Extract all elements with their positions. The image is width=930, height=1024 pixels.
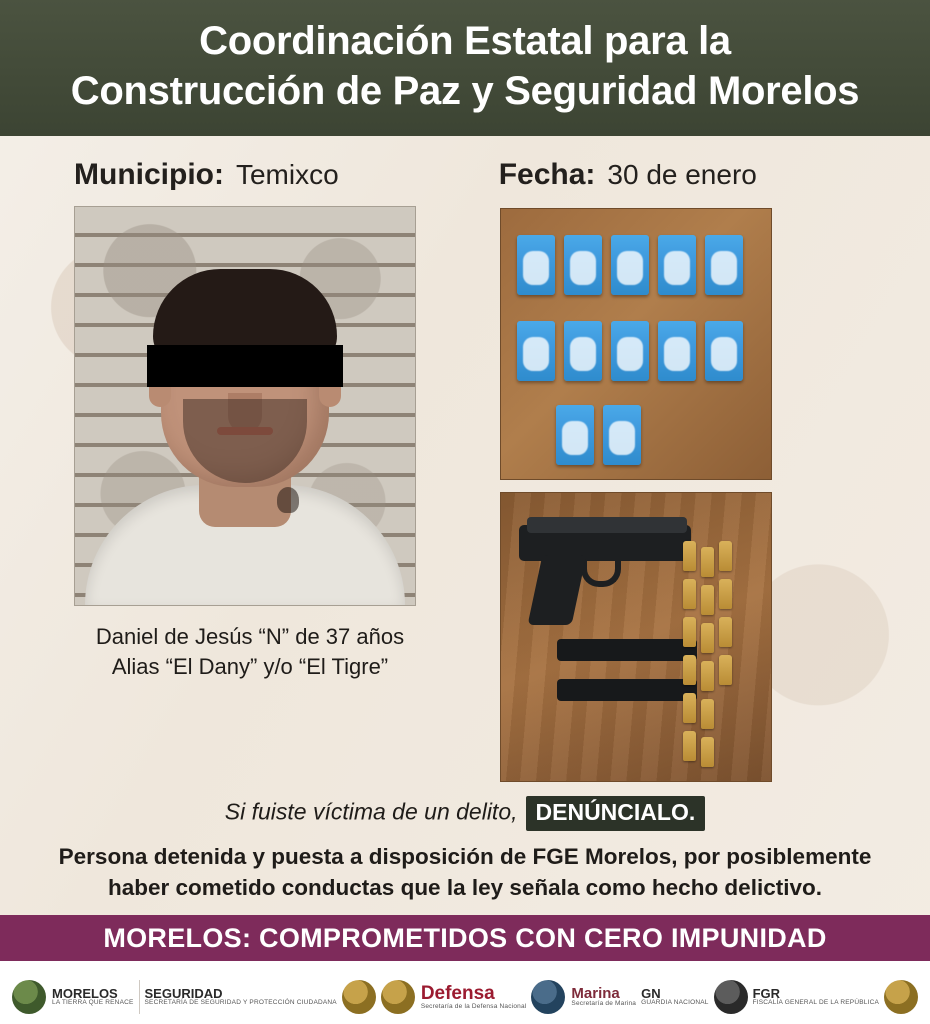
beard	[183, 399, 307, 483]
cartridge	[701, 585, 714, 615]
header-title-line1: Coordinación Estatal para la	[199, 19, 731, 63]
meta-row	[0, 136, 930, 192]
content-area	[0, 192, 930, 782]
legal-line1: Persona detenida y puesta a disposición de FGE Morelos, por posiblemente	[58, 844, 872, 869]
poster-header	[0, 0, 930, 136]
logo-title: GN	[641, 985, 661, 1001]
eye-censor-bar	[147, 345, 343, 387]
head	[161, 275, 329, 487]
logo-emblem-3	[884, 980, 918, 1014]
logo-title: MORELOS	[52, 985, 118, 1001]
cartridge	[701, 661, 714, 691]
cartridge	[683, 541, 696, 571]
drug-bag	[556, 405, 594, 465]
logo-subtitle: SECRETARÍA DE SEGURIDAD Y PROTECCIÓN CIUDADANA	[144, 999, 337, 1007]
subject-figure	[95, 275, 395, 605]
logo-title: FGR	[752, 985, 781, 1001]
legal-disclaimer	[0, 841, 930, 903]
neck-tattoo	[277, 487, 299, 513]
cartridge	[683, 617, 696, 647]
drug-bag	[611, 321, 649, 381]
government-seal-icon	[714, 980, 748, 1014]
drug-bag-row-3	[556, 405, 641, 465]
mugshot-photo	[74, 206, 416, 606]
eagle-seal-icon	[342, 980, 376, 1014]
logo-title: Marina	[571, 984, 620, 1002]
logo-emblem-1	[342, 980, 376, 1014]
drug-bag	[658, 321, 696, 381]
logo-fgr	[753, 987, 879, 1007]
logo-subtitle: Secretaría de la Defensa Nacional	[420, 1002, 527, 1010]
fecha-value: 30 de enero	[607, 159, 757, 190]
cartridge	[701, 623, 714, 653]
drug-bag-row-2	[517, 321, 743, 381]
morelos-seal-icon	[12, 980, 46, 1014]
cartridge	[701, 547, 714, 577]
drug-bag	[658, 235, 696, 295]
municipio-value: Temixco	[235, 159, 339, 190]
cartridge	[719, 617, 732, 647]
drug-bag-row-1	[517, 235, 743, 295]
drug-bag	[564, 321, 602, 381]
magazine-1	[557, 639, 697, 661]
logo-marina	[531, 980, 636, 1014]
logo-title: SEGURIDAD	[144, 985, 223, 1001]
logo-divider	[139, 980, 140, 1014]
logo-guardia-nacional	[641, 987, 709, 1007]
fiscalia-seal-icon	[884, 980, 918, 1014]
legal-line2: haber cometido conductas que la ley señala como hecho delictivo.	[108, 875, 822, 900]
cartridge	[683, 693, 696, 723]
evidence-photo-weapon	[500, 492, 772, 782]
semar-seal-icon	[531, 980, 565, 1014]
cartridge	[701, 737, 714, 767]
logo-defensa	[381, 980, 527, 1014]
cartridge	[683, 731, 696, 761]
pistol-slide	[527, 517, 687, 533]
logo-subtitle: GUARDIA NACIONAL	[641, 999, 709, 1007]
cartridge	[683, 579, 696, 609]
logo-morelos	[12, 980, 134, 1014]
logo-title: Defensa	[420, 982, 495, 1004]
sedena-seal-icon	[381, 980, 415, 1014]
cartridge	[719, 541, 732, 571]
logo-subtitle: Secretaría de Marina	[571, 1000, 637, 1008]
subject-caption-line1: Daniel de Jesús “N” de 37 años	[95, 624, 405, 649]
drug-bag	[517, 321, 555, 381]
cartridge	[683, 655, 696, 685]
denuncia-line	[0, 796, 930, 831]
denuncialo-badge: DENÚNCIALO.	[526, 796, 706, 831]
drug-bag	[705, 321, 743, 381]
fecha-block	[499, 158, 757, 192]
logo-seguridad	[145, 987, 337, 1007]
subject-caption-line2: Alias “El Dany” y/o “El Tigre”	[111, 654, 389, 679]
magazine-2	[557, 679, 697, 701]
drug-bag	[517, 235, 555, 295]
denuncia-text: Si fuiste víctima de un delito,	[224, 798, 518, 825]
logo-subtitle: LA TIERRA QUE RENACE	[52, 999, 134, 1007]
slogan-band	[0, 915, 930, 961]
drug-bag	[564, 235, 602, 295]
evidence-photo-drugs	[500, 208, 772, 480]
logo-subtitle: FISCALÍA GENERAL DE LA REPÚBLICA	[752, 999, 880, 1007]
evidence-column	[500, 206, 930, 782]
municipio-label: Municipio:	[74, 158, 224, 191]
logo-emblem-2	[714, 980, 748, 1014]
mouth	[217, 427, 273, 435]
fecha-label: Fecha:	[498, 158, 596, 191]
cartridge	[719, 579, 732, 609]
subject-column	[0, 206, 500, 782]
municipio-block	[74, 158, 339, 192]
slogan-text: MORELOS: COMPROMETIDOS CON CERO IMPUNIDAD	[103, 922, 827, 953]
drug-bag	[603, 405, 641, 465]
drug-bag	[611, 235, 649, 295]
drug-bag	[705, 235, 743, 295]
header-title-line2: Construcción de Paz y Seguridad Morelos	[70, 69, 860, 113]
subject-caption	[96, 622, 404, 682]
cartridge	[719, 655, 732, 685]
cartridge	[701, 699, 714, 729]
logo-strip	[0, 961, 930, 1024]
